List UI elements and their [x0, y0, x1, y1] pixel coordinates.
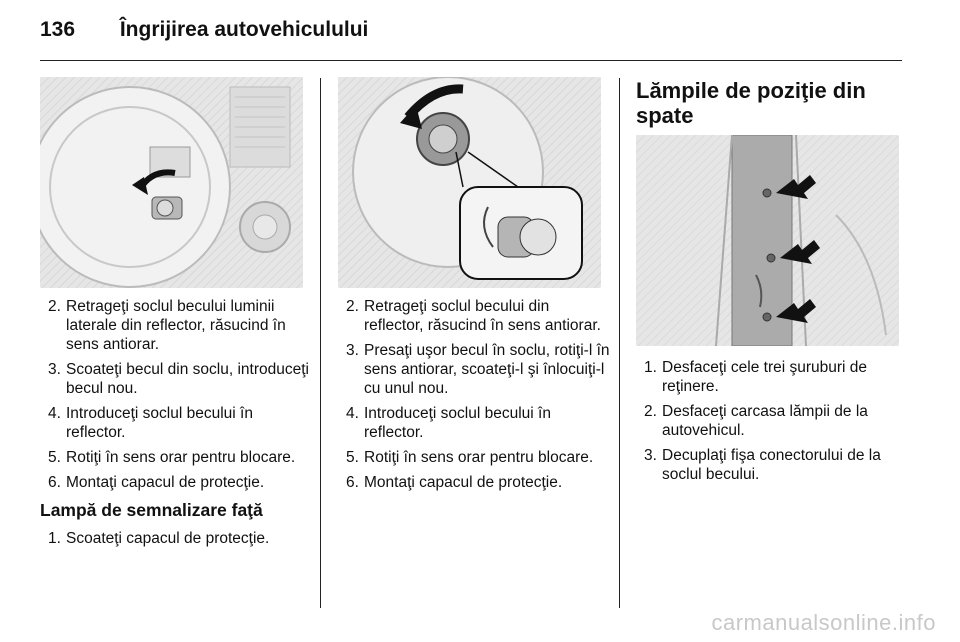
page-number: 136	[40, 18, 76, 41]
column-1-text	[40, 297, 310, 554]
list-item: 3. Scoateţi becul din soclu, introduceţi becul nou.	[48, 361, 309, 397]
list-item: 3. Decuplaţi fişa conectorului de la soclul becului.	[644, 447, 881, 483]
column-divider-2	[619, 78, 620, 608]
column-3-text	[636, 358, 906, 490]
list-item: 2. Retrageţi soclul becului din reflector, răsucind în sens antiorar.	[346, 298, 601, 334]
list-item: 6. Montaţi capacul de protecţie.	[48, 474, 265, 491]
page-title: Îngrijirea autovehiculului	[119, 18, 369, 41]
list-item: 4. Introduceţi soclul becului în reflector.	[346, 405, 551, 441]
figure-side-light-bulb	[40, 77, 303, 288]
list-item: 5. Rotiţi în sens orar pentru blocare.	[48, 449, 296, 466]
rear-lamp-steps	[636, 358, 906, 484]
column-2-text	[338, 297, 610, 498]
list-item: 1. Scoateţi capacul de protecţie.	[48, 530, 270, 547]
side-light-steps	[40, 297, 310, 492]
figure-rear-position-lamp	[636, 135, 899, 346]
list-item: 2. Desfaceţi carcasa lămpii de la autovehicul.	[644, 403, 868, 439]
column-divider-1	[320, 78, 321, 608]
rear-lamps-heading: Lămpile de poziţie din spate	[636, 78, 866, 128]
watermark: carmanualsonline.info	[711, 610, 936, 635]
header-rule	[40, 60, 902, 61]
list-item: 5. Rotiţi în sens orar pentru blocare.	[346, 449, 594, 466]
list-item: 2. Retrageţi soclul becului luminii laterale din reflector, răsucind în sens antiorar.	[48, 298, 286, 353]
page-header	[40, 18, 368, 42]
turn-signal-steps	[40, 529, 310, 548]
list-item: 1. Desfaceţi cele trei şuruburi de reţinere.	[644, 359, 868, 395]
figure-turn-signal-bulb	[338, 77, 601, 288]
list-item: 3. Presaţi uşor becul în soclu, rotiţi-l în sens antiorar, scoateţi-l şi înlocuiţi-l cu unul nou.	[346, 342, 610, 397]
list-item: 6. Montaţi capacul de protecţie.	[346, 474, 563, 491]
turn-signal-bulb-steps	[338, 297, 610, 492]
list-item: 4. Introduceţi soclul becului în reflector.	[48, 405, 253, 441]
turn-signal-subheading: Lampă de semnalizare faţă	[40, 500, 263, 520]
